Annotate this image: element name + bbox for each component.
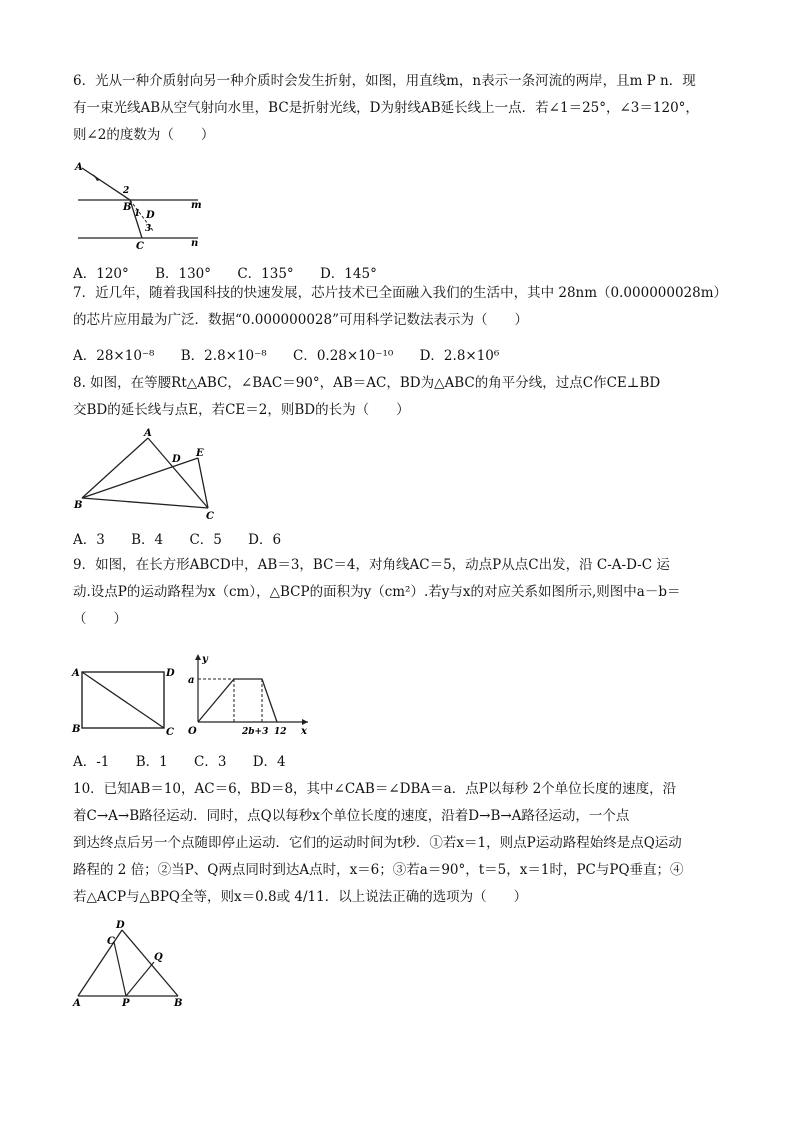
q8-figure (72, 428, 220, 520)
q10-label-P: P (122, 998, 130, 1006)
q8-option-c[interactable]: C．5 (189, 532, 222, 548)
q7-options (73, 344, 521, 364)
q9-line-3: （ ） (73, 611, 127, 627)
q6-label-1: 1 (134, 209, 141, 219)
q8-label-A: A (144, 428, 152, 439)
q8-option-b[interactable]: B．4 (131, 532, 164, 548)
q8-line-1: 8. 如图，在等腰Rt△ABC，∠BAC＝90°，AB＝AC，BD为△ABC的角平分线，过点C作CE⊥BD (73, 375, 661, 391)
q9-option-d[interactable]: D．4 (252, 754, 286, 770)
q10-label-A: A (73, 998, 81, 1006)
q6-option-b[interactable]: B．130° (155, 266, 212, 282)
q8-option-d[interactable]: D．6 (248, 532, 282, 548)
q6-option-c[interactable]: C．135° (237, 266, 294, 282)
q7-option-c[interactable]: C．0.28×10⁻¹⁰ (292, 348, 394, 364)
q6-label-n: n (191, 238, 199, 249)
q9-option-b[interactable]: B．1 (135, 754, 168, 770)
q9-label-O: O (188, 726, 197, 737)
q7-option-b[interactable]: B．2.8×10⁻⁸ (180, 348, 267, 364)
q9-graph-figure (184, 650, 314, 742)
q6-line-1: 6．光从一种介质射向另一种介质时会发生折射，如图，用直线m，n表示一条河流的两岸，且m P n．现 (73, 73, 696, 89)
q9-label-y: y (202, 654, 208, 665)
q9-label-D: D (166, 668, 175, 679)
q9-label-A: A (72, 668, 80, 679)
q10-line-2: 着C→A→B路径运动．同时，点Q以每秒x个单位长度的速度，沿着D→B→A路径运动，一个点 (73, 808, 630, 824)
question-10 (73, 776, 733, 911)
q6-label-m: m (191, 200, 202, 211)
q9-line-1: 9．如图，在长方形ABCD中，AB＝3，BC＝4，对角线AC＝5，动点P从点C出发，沿 C-A-D-C 运 (73, 557, 670, 573)
q6-label-B: B (123, 202, 132, 213)
q9-options (73, 750, 308, 770)
question-7 (73, 280, 733, 334)
q8-label-C: C (206, 511, 214, 520)
q10-label-B: B (174, 998, 183, 1006)
q10-label-C: C (107, 936, 115, 947)
q10-line-1: 10．已知AB＝10，AC＝6，BD＝8，其中∠CAB＝∠DBA＝a．点P以每秒 2个单位长度的速度，沿 (73, 781, 677, 797)
q10-label-Q: Q (154, 952, 163, 963)
q10-label-D: D (116, 920, 125, 931)
question-8 (73, 370, 733, 424)
q7-option-d[interactable]: D．2.8×10⁶ (419, 348, 500, 364)
q8-label-B: B (74, 500, 83, 511)
q9-label-B: B (72, 724, 81, 735)
q6-line-2: 有一束光线AB从空气射向水里，BC是折射光线，D为射线AB延长线上一点．若∠1＝25°，∠3＝120°， (73, 100, 699, 116)
q6-label-D: D (146, 210, 155, 221)
q7-line-2: 的芯片应用最为广泛．数据“0.000000028”可用科学记数法表示为（ ） (73, 312, 528, 328)
q7-line-1: 7．近几年，随着我国科技的快速发展，芯片技术已全面融入我们的生活中，其中 28nm（0.000000028m） (73, 285, 728, 301)
q6-option-a[interactable]: A．120° (73, 266, 129, 282)
q9-tick-12: 12 (274, 727, 287, 737)
q10-line-5: 若△ACP与△BPQ全等，则x＝0.8或 4/11．以上说法正确的选项为（ ） (73, 889, 528, 905)
q6-figure (70, 158, 210, 250)
q9-label-C: C (166, 727, 174, 738)
q6-option-d[interactable]: D．145° (319, 266, 377, 282)
q10-figure (70, 920, 190, 1006)
q8-line-2: 交BD的延长线与点E，若CE＝2，则BD的长为（ ） (73, 402, 410, 418)
q9-label-a: a (188, 675, 195, 686)
q8-option-a[interactable]: A．3 (73, 532, 105, 548)
question-9 (73, 552, 733, 633)
question-6 (73, 68, 733, 149)
q9-rectangle-figure (70, 662, 180, 740)
q6-label-2: 2 (123, 186, 130, 196)
q9-label-x: x (301, 726, 307, 737)
q9-option-c[interactable]: C．3 (194, 754, 227, 770)
q6-line-3: 则∠2的度数为（ ） (73, 127, 215, 143)
q10-line-3: 到达终点后另一个点随即停止运动．它们的运动时间为t秒．①若x＝1，则点P运动路程始终是点Q运动 (73, 835, 682, 851)
q8-label-D: D (172, 454, 181, 465)
q8-label-E: E (196, 448, 204, 459)
q6-label-C: C (136, 241, 144, 250)
q6-label-3: 3 (145, 224, 152, 234)
q10-line-4: 路程的 2 倍；②当P、Q两点同时到达A点时，x＝6；③若a＝90°，t＝5，x＝1时，PC与PQ垂直；④ (73, 862, 684, 878)
q7-option-a[interactable]: A．28×10⁻⁸ (73, 348, 155, 364)
q9-tick-2b3: 2b+3 (242, 727, 269, 737)
q9-option-a[interactable]: A．-1 (73, 754, 110, 770)
q6-label-A: A (75, 162, 83, 173)
q8-options (73, 528, 303, 548)
q9-line-2: 动.设点P的运动路程为x（cm），△BCP的面积为y（cm²）.若y与x的对应关系如图所示,则图中a－b＝ (73, 584, 681, 600)
q6-options (73, 262, 399, 282)
